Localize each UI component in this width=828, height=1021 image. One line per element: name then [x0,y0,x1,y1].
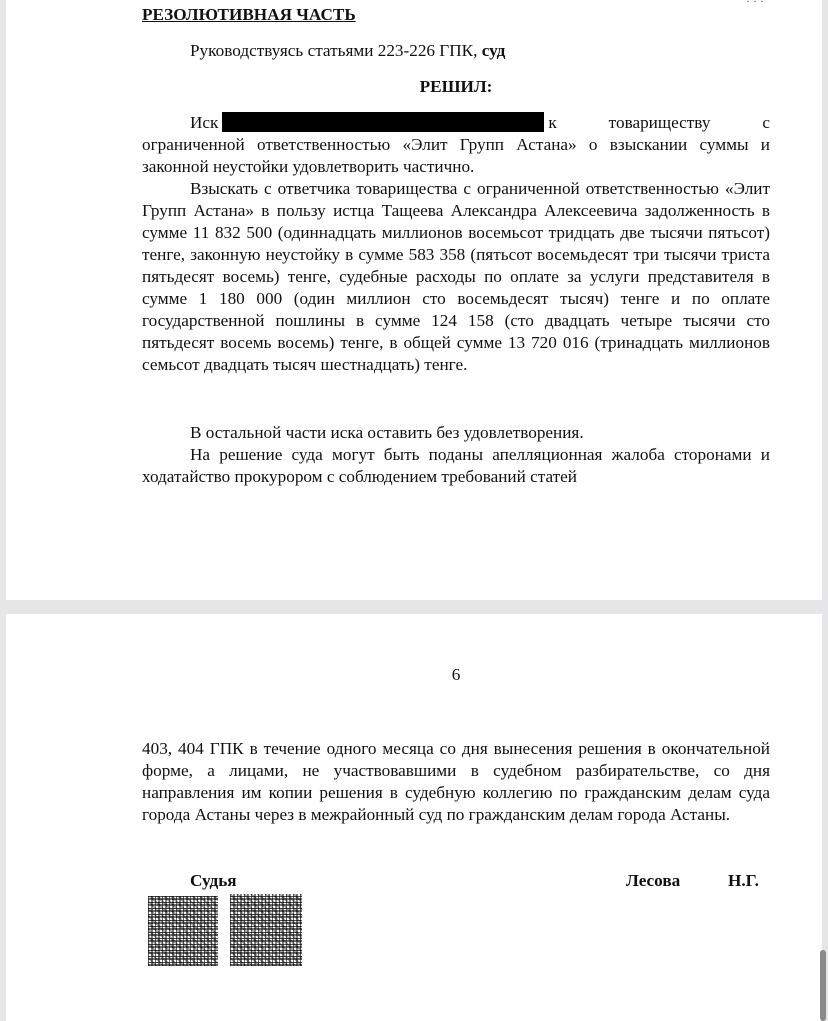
scrollbar-thumb[interactable] [820,950,826,1021]
judge-surname: Лесова [626,871,681,890]
section-heading: РЕЗОЛЮТИВНАЯ ЧАСТЬ [142,5,356,24]
guided-by-line [190,40,770,62]
document-page-1 [6,0,822,600]
qr-code-icon [148,896,218,966]
qr-code-icon [230,894,302,966]
claim-end: к товариществу с ограниченной ответственностью «Элит Групп Астана» о взыскании суммы и законной неустойки удовлетворить частично. [142,113,770,176]
claim-start: Иск [190,113,219,132]
page-corner-mark: · · · [746,0,764,8]
recovery-paragraph: Взыскать с ответчика товарищества с ограниченной ответственностью «Элит Групп Астана» в пользу истца Тащеева Александра Алексеевича задолженность в сумме 11 832 500 (одиннадцать миллионов восемьсот тридцать две тысячи пятьсот) тенге, законную неустойку в сумме 583 358 (пятьсот восемьдесят три тысячи триста пятьдесят восемь) тенге, судебные расходы по оплате за услуги представителя в сумме 1 180 000 (один миллион сто восемьдесят тысяч) тенге и по оплате государственной пошлины в сумме 124 158 (сто двадцать четыре тысячи сто пятьдесят восемь восемь) тенге, в общей сумме 13 720 016 (тринадцать миллионов семьсот двадцать тысяч шестнадцать) тенге. [142,179,770,374]
judge-label: Судья [190,871,237,890]
judge-initials: Н.Г. [728,871,759,890]
redacted-plaintiff-name [222,112,544,132]
appeal-paragraph: На решение суда могут быть поданы апелляционная жалоба сторонами и ходатайство прокурором с соблюдением требований статей [142,445,770,486]
document-page-2 [6,614,822,1021]
appeal-continuation: 403, 404 ГПК в течение одного месяца со дня вынесения решения в окончательной форме, а лицами, не участвовавшими в судебном разбирательстве, со дня направления им копии решения в судебную коллегию по гражданским делам суда города Астаны через в межрайонный суд по гражданским делам города Астаны. [142,739,770,824]
court-word: суд [481,41,506,60]
claim-paragraph [142,112,770,178]
page-number: 6 [451,665,461,684]
guided-by-text: Руководствуясь статьями 223-226 ГПК, [190,41,482,60]
decision-heading: РЕШИЛ: [419,77,493,96]
rejection-paragraph: В остальной части иска оставить без удовлетворения. [190,423,584,442]
